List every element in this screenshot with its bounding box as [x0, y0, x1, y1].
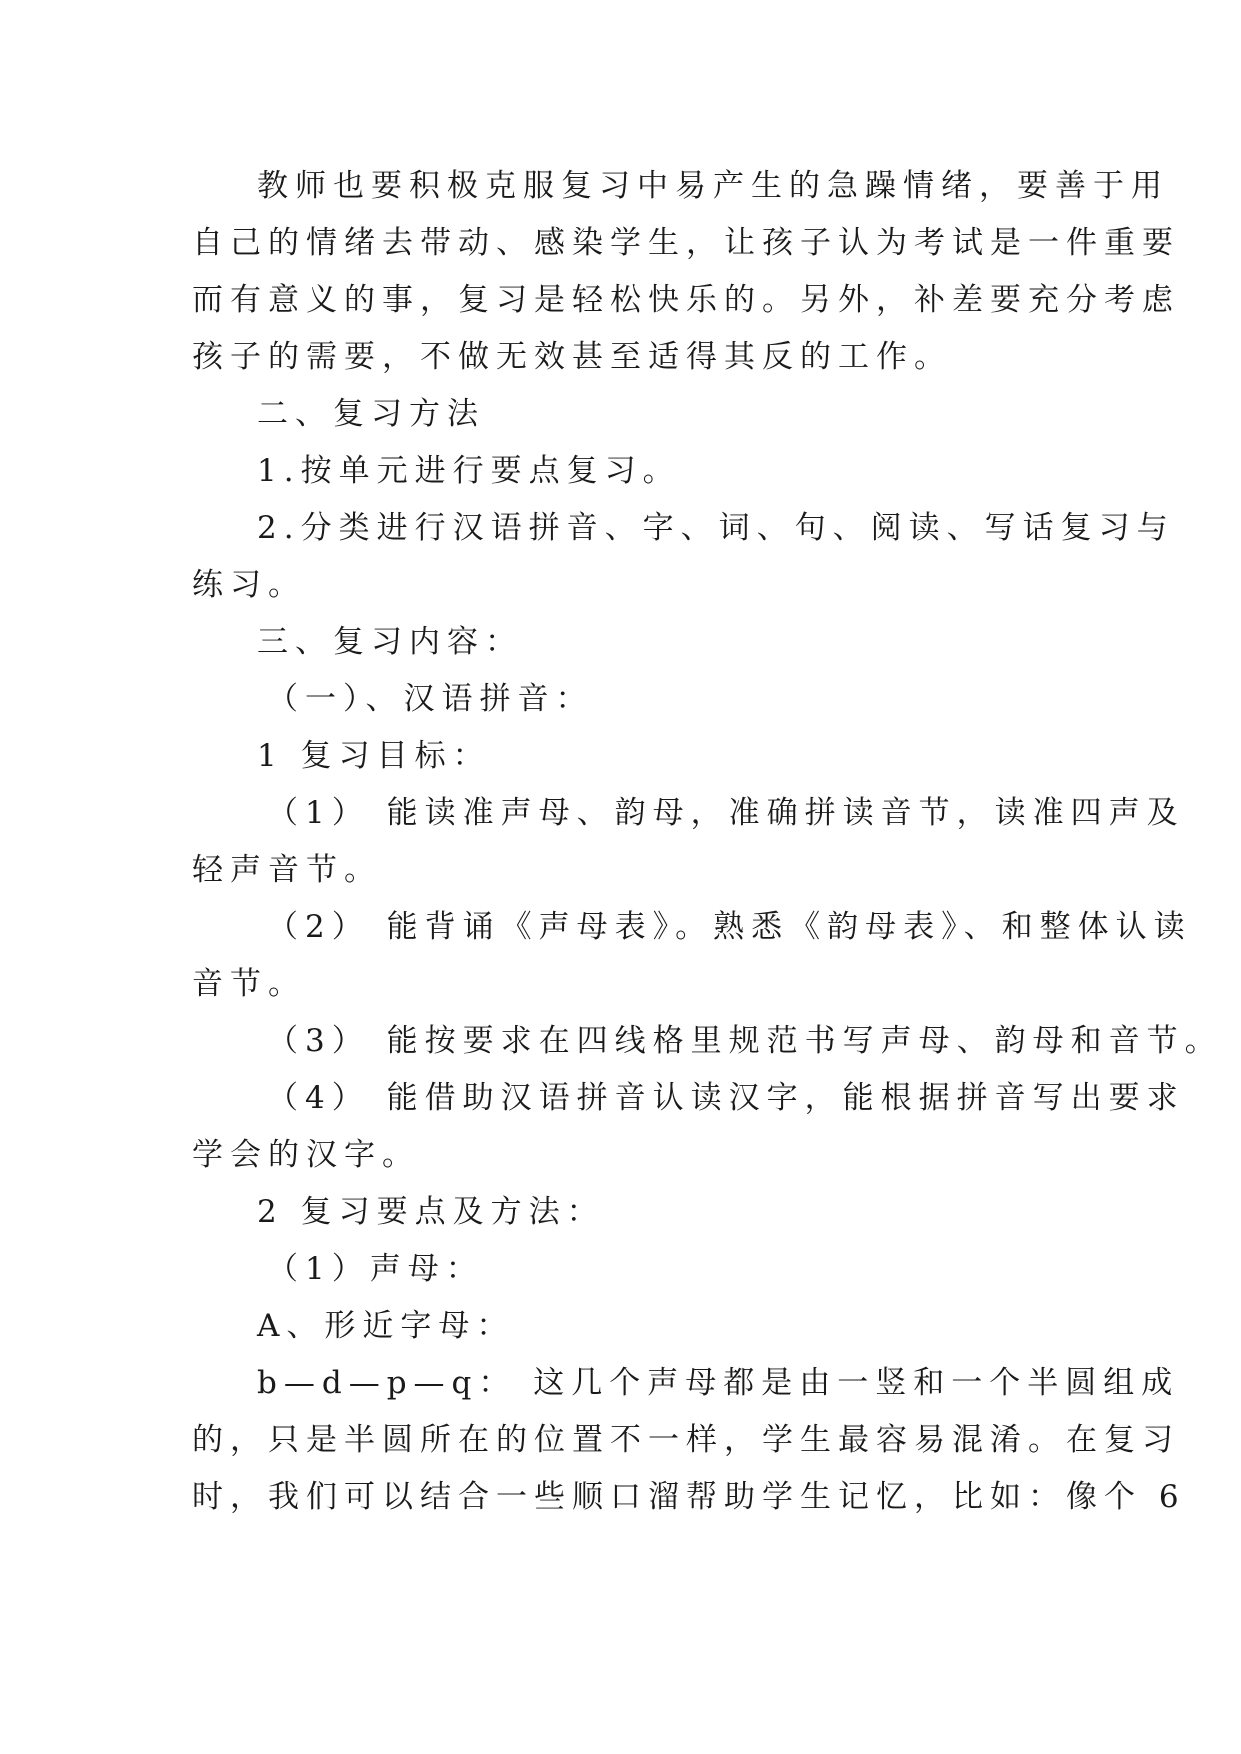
- paragraph-line: 时，我们可以结合一些顺口溜帮助学生记忆，比如：像个 6: [192, 1479, 1186, 1515]
- paragraph-line: b—d—p—q： 这几个声母都是由一竖和一个半圆组成: [257, 1365, 1180, 1401]
- paragraph-line: （1） 能读准声母、韵母，准确拼读音节，读准四声及: [267, 795, 1185, 831]
- paragraph-line: 教师也要积极克服复习中易产生的急躁情绪，要善于用: [257, 168, 1169, 204]
- paragraph-line: 自己的情绪去带动、感染学生，让孩子认为考试是一件重要: [192, 225, 1180, 261]
- paragraph-line: 学会的汉字。: [192, 1137, 420, 1173]
- paragraph-line: 2.分类进行汉语拼音、字、词、句、阅读、写话复习与: [257, 510, 1175, 546]
- paragraph-line: 轻声音节。: [192, 852, 382, 888]
- paragraph-line: （1）声母：: [267, 1251, 484, 1287]
- paragraph-line: 而有意义的事，复习是轻松快乐的。另外，补差要充分考虑: [192, 282, 1180, 318]
- paragraph-line: 音节。: [192, 966, 306, 1002]
- paragraph-line: 孩子的需要，不做无效甚至适得其反的工作。: [192, 339, 952, 375]
- paragraph-line: 2 复习要点及方法：: [257, 1194, 605, 1230]
- paragraph-line: 1.按单元进行要点复习。: [257, 453, 681, 489]
- paragraph-line: （3） 能按要求在四线格里规范书写声母、韵母和音节。: [267, 1023, 1223, 1059]
- paragraph-line: A、形近字母：: [257, 1308, 515, 1344]
- paragraph-line: （2） 能背诵《声母表》。熟悉《韵母表》、和整体认读: [267, 909, 1192, 945]
- paragraph-line: 的，只是半圆所在的位置不一样，学生最容易混淆。在复习: [192, 1422, 1180, 1458]
- paragraph-line: （4） 能借助汉语拼音认读汉字，能根据拼音写出要求: [267, 1080, 1185, 1116]
- paragraph-line: 练习。: [192, 567, 306, 603]
- paragraph-line: 1 复习目标：: [257, 738, 491, 774]
- section-heading: 三、复习内容：: [257, 624, 523, 660]
- subsection-heading: （一）、汉语拼音：: [267, 681, 594, 717]
- section-heading: 二、复习方法: [257, 396, 485, 432]
